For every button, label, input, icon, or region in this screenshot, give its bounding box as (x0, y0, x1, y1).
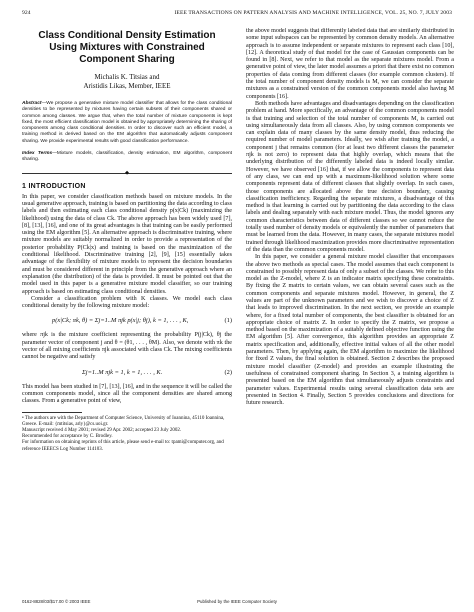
index-terms-text: —Mixture models, classification, density estimation, EM algorithm, component sharing. (22, 151, 232, 163)
equation-2 (22, 366, 232, 380)
section-heading-introduction: 1 INTRODUCTION (22, 182, 86, 190)
author-block (22, 73, 232, 91)
right-paragraph-2: Both methods have advantages and disadvantages depending on the classification problem at hand. More specifically, an advantage of the common components model is that training and selection of the total number of components M, is carried out using simultaneously data from all classes. Also, by using common components we can explain data of many classes by the same density model, thus reducing the required number of model parameters. Ideally, we wish after training the model, a component j that remains common (for at least two different classes the parameter πjk is not zero) to represent data that highly overlap, which means that the underlying distribution of the differently labeled data is indeed locally similar. However, we have observed [16] that, if we allow the components to represent data of any class, we can end up with a maximum-likelihood solution where some components represent data of different classes that slightly overlap. In such cases, those components are allocated above the true decision boundary, causing classification inefficiency. Regarding the separate mixtures, a disadvantage of this method is that learning is carried out by partitioning the data according to the class labels and dealing separately with each mixture model. Thus, the model ignores any common characteristics between data of different classes so we cannot reduce the totally used number of density models or equivalently the number of parameters that must be learned from the data. However, in many cases, the separate mixtures model trained through likelihood maximization provides more discriminative representation of the data than the common components model. (246, 100, 454, 253)
intro-paragraph-1: In this paper, we consider classification methods based on mixture models. In the usual generative approach, training is based on partitioning the data according to class labels and then estimating each class conditional density p(x|Ck) (maximizing the likelihood) using the data of class Ck. The above approach has been widely used [7], [8], [13], [16], and one of its great advantages is that training can be easily performed using the EM algorithm [5]. An alternative approach is discriminative training, where mixture models are suitably normalized in order to provide a representation of the posterior probability P(Ck|x) and training is based on the maximization of the conditional likelihood. Discriminative training [2], [9], [15] essentially takes advantage of the flexibility of mixture models to represent the decision boundaries and must be considered different in principle from the generative approach where an explanation (the distribution) of the data is provided. It must be pointed out that the model used in this paper is a generative mixture model classifier, so our training approach is based on estimating class conditional densities. (22, 193, 232, 295)
author-line-2: Aristidis Likas, Member, IEEE (83, 82, 171, 90)
author-line-1: Michalis K. Titsias and (94, 73, 160, 81)
abstract-label: Abstract (22, 101, 42, 106)
abstract (22, 101, 232, 145)
equation-2-number: (2) (224, 368, 232, 376)
right-paragraph-3: In this paper, we consider a general mixture model classifier that encompasses the above two methods as special cases. The model assumes that each component is constrained to possibly represent data of only a subset of the classes. We refer to this model as the Z-model, where Z is an indicator matrix specifying these constraints. By fixing the Z matrix to certain values, we can obtain several cases such as the common components and separate mixtures model. However, in general, the Z values are part of the unknown parameters and we wish to discover a choice of Z that leads to improved discrimination. In the next section, we provide an example where, for a fixed total number of components, the best classifier is obtained for an appropriate choice of matrix Z. In order to specify the Z matrix, we propose a method based on the maximization of a suitably defined objective function using the EM algorithm [5]. After convergence, this algorithm provides an appropriate Z matrix specification and, additionally, effective initial values of all the other model parameters. Then, by applying again, the EM algorithm to maximize the likelihood for fixed Z values, the final solution is obtained. Section 2 describes the proposed mixture model classifier (Z-model) and provides an example illustrating the usefulness of constrained component sharing. In Section 3, a training algorithm is presented based on the EM algorithm that simultaneously adjusts constraints and parameter values. Experimental results using several classification data sets are presented in Section 4. Finally, Section 5 provides conclusions and directions for future research. (246, 254, 454, 407)
divider-ornament: ◆ (125, 170, 129, 176)
footnote-recommended: Recommended for acceptance by C. Brodley. (22, 434, 113, 440)
journal-header: IEEE TRANSACTIONS ON PATTERN ANALYSIS AND MACHINE INTELLIGENCE, VOL. 25, NO. 7, JULY 2003 (174, 10, 452, 16)
footnote-affiliation: • The authors are with the Department of Computer Science, University of Ioannina, 45110 Ioannina, Greece. E-mail: {mtitsias, arly}@cs.uoi.gr. (22, 415, 225, 427)
copyright-line: 0162-8828/03/$17.00 © 2003 IEEE (22, 599, 91, 604)
intro-paragraph-4: This model has been studied in [7], [13], [16], and in the sequence it will be called the common components model, since all the component densities are shared among classes. From a generative point of view, (22, 383, 232, 405)
equation-1-body: p(x|Ck; πk, θ) = Σj=1..M πjk p(x|j; θj), k = 1, . . . , K, (52, 317, 189, 325)
running-header (22, 10, 452, 19)
footnote-rule (22, 412, 82, 413)
page-footer (22, 599, 452, 606)
paper-title: Class Conditional Density Estimation Using Mixtures with Constrained Component Sharing (38, 30, 216, 65)
footnote (22, 416, 232, 453)
index-terms-label: Index Terms (22, 151, 53, 157)
intro-paragraph-2: Consider a classification problem with K classes. We model each class conditional density by the following mixture model: (22, 295, 232, 310)
footnote-reprints: For information on obtaining reprints of this article, please send e-mail to: tpami@computer.org, and reference IEEECS Log Number 114103. (22, 440, 224, 452)
abstract-text: —We propose a generative mixture model classifier that allows for the class conditional densities to be represented by mixtures having certain subsets of their components shared or common among classes. We argue that, when the total number of mixture components is kept fixed, the most efficient classification model is obtained by appropriately determining the sharing of components among class conditional densities. In order to discover such an efficient model, a training method is derived based on the EM algorithm that automatically adjusts component sharing. We provide experimental results with good classification performance. (22, 101, 232, 144)
page-number: 924 (22, 10, 31, 16)
right-column (246, 28, 454, 603)
footnote-manuscript: Manuscript received 4 May 2001; revised 29 Apr. 2002; accepted 23 July 2002. (22, 427, 182, 433)
left-column (22, 28, 232, 603)
equation-1 (22, 314, 232, 328)
equation-2-body: Σj=1..M πjk = 1, k = 1, . . . , K. (82, 368, 163, 376)
publisher-line: Published by the IEEE Computer Society (197, 599, 277, 604)
equation-1-number: (1) (224, 317, 232, 325)
intro-paragraph-3: where πjk is the mixture coefficient representing the probability P(j|Ck), θj the parameter vector of component j and θ = (θ1, . . . , θM). Also, we denote with πk the vector of all mixing coefficients πjk associated with class Ck. The mixing coefficients cannot be negative and satisfy (22, 332, 232, 361)
right-paragraph-1: the above model suggests that differently labeled data that are similarly distributed in some input subspaces can be represented by common density models. An alternative approach is to assume independent or separate mixtures to represent each class [10], [12]. A theoretical study of that model for the case of Gaussian components can be found in [8]. Next, we refer to that model as the separate mixtures model. From a generative point of view, the later model assumes a priori that there exist no common properties of data coming from different classes (for example common clusters). If the total number of component density models is M, we can consider the separate mixtures as a constrained version of the common components model also having M components [16]. (246, 28, 454, 100)
index-terms (22, 151, 232, 164)
